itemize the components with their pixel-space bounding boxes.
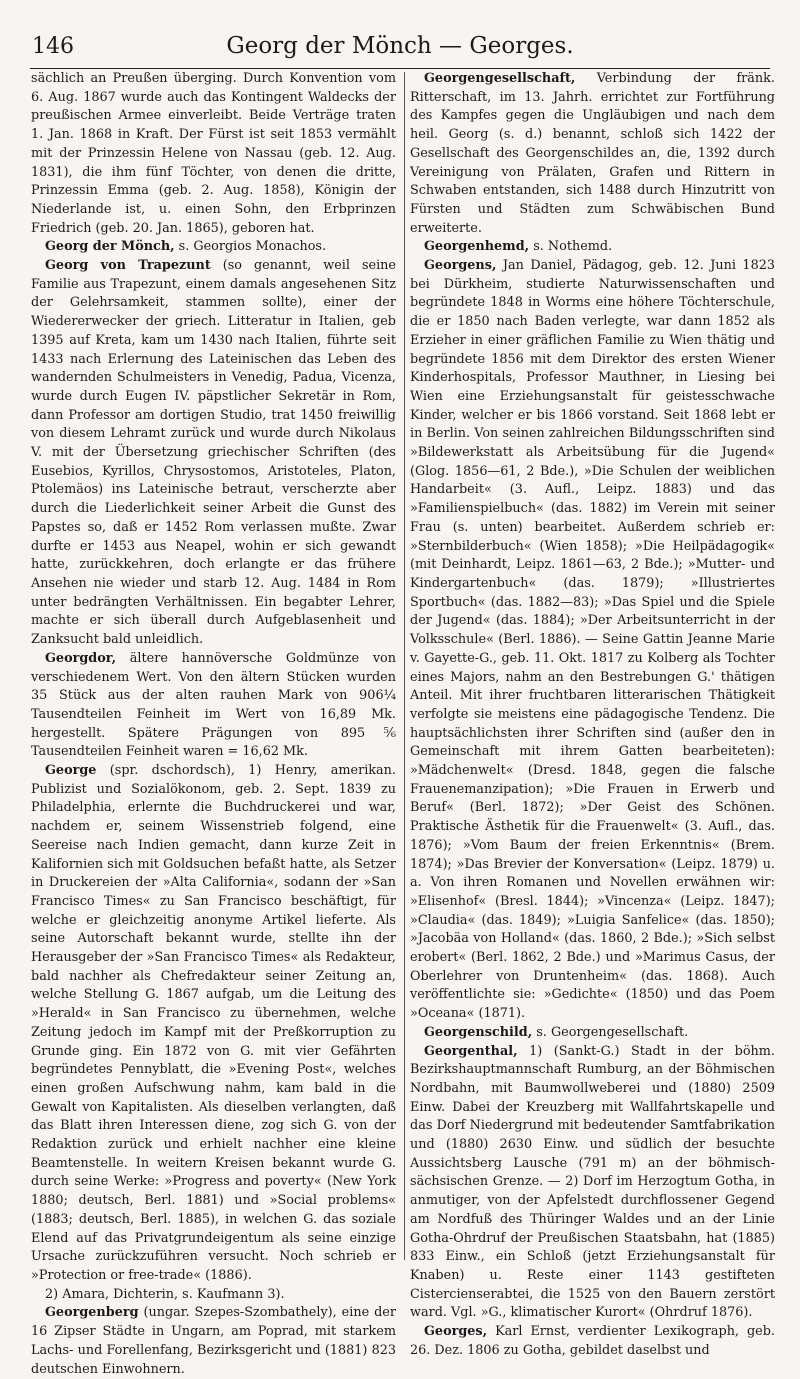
dictionary-entry [410, 1043, 775, 1324]
dictionary-entry [31, 70, 396, 238]
entry-text: Karl Ernst, verdienter Lexikograph, geb. 26. Dez. 1806 zu Gotha, gebildet daselbst und [410, 1324, 775, 1358]
entry-headword: Georges, [424, 1324, 488, 1340]
dictionary-entry [31, 1304, 396, 1379]
dictionary-entry [31, 1286, 396, 1305]
entry-headword: Georgenberg [45, 1305, 139, 1321]
running-header [30, 30, 770, 66]
entry-text: (so genannt, weil seine Familie aus Trapezunt, einem damals angesehenen Sitz der Gelehrsamkeit, stammen sollte), einer der Wiedererwecker der griech. Litteratur in Italien, geb 1395 auf Kreta, kam um 1430 nach Italien, führte seit 1433 nach Erlernung des Lateinischen das Leben des wandernden Schulmeisters in Venedig, Padua, Vicenza, wurde durch Eugen IV. päpstlicher Sekretär in Rom, dann Professor am dortigen Studio, trat 1450 freiwillig von diesem Lehramt zurück und wurde durch Nikolaus V. mit der Übersetzung griechischer Schriften (des Eusebios, Kyrillos, Chrysostomos, Aristoteles, Platon, Ptolemäos) ins Lateinische betraut, verscherzte aber durch die Liederlichkeit seiner Arbeit die Gunst des Papstes so, daß er 1452 Rom verlassen mußte. Zwar durfte er 1453 aus Neapel, wohin er sich gewandt hatte, zurückkehren, doch erlangte er das frühere Ansehen nie wieder und starb 12. Aug. 1484 in Rom unter bedrängten Verhältnissen. Ein begabter Lehrer, machte er sich überall durch Aufgeblasenheit und Zanksucht bald unleidlich. [31, 258, 396, 648]
left-column [31, 70, 396, 1377]
dictionary-entry [31, 238, 396, 257]
entry-headword: Georgengesellschaft, [424, 71, 576, 86]
entry-headword: Georgens, [424, 258, 497, 274]
dictionary-entry [31, 650, 396, 762]
entry-text: s. Nothemd. [529, 239, 613, 255]
right-column [410, 70, 775, 1358]
entry-text: s. Georgios Monachos. [174, 239, 327, 255]
entry-headword: Georg der Mönch, [45, 239, 175, 255]
dictionary-entry [410, 257, 775, 1024]
dictionary-entry [410, 238, 775, 257]
entry-headword: Georgenschild, [424, 1024, 533, 1040]
entry-headword: Georgenthal, [424, 1043, 518, 1059]
entry-text: 1) (Sankt-G.) Stadt in der böhm. Bezirkshauptmannschaft Rumburg, an der Böhmischen Nordbahn, mit Baumwollweberei und (1880) 2509 Einw. Dabei der Kreuzberg mit Wallfahrtskapelle und das Dorf Niedergrund mit bedeutender Samtfabrikation und (1880) 2630 Einw. und südlich der besuchte Aussichtsberg Lausche (791 m) an der böhmisch-sächsischen Grenze. — 2) Dorf im Herzogtum Gotha, in anmutiger, von der Apfelstedt durchflossener Gegend am Nordfuß des Thüringer Waldes und an der Linie Gotha-Ohrdruf der Preußischen Staatsbahn, hat (1885) 833 Einw., ein Schloß (jetzt Erziehungsanstalt für Knaben) u. Reste einer 1143 gestifteten Cistercienserabtei, die 1525 von den Bauern zerstört ward. Vgl. »G., klimatischer Kurort« (Ohrdruf 1876). [410, 1043, 775, 1321]
entry-text: s. Georgengesellschaft. [532, 1024, 689, 1040]
entry-text: 2) Amara, Dichterin, s. Kaufmann 3). [45, 1286, 285, 1302]
running-title: Georg der Mönch — Georges. [226, 33, 574, 59]
dictionary-entry [410, 1024, 775, 1043]
entry-headword: Georg von Trapezunt [45, 258, 211, 274]
header-rule [30, 68, 770, 69]
entry-text: sächlich an Preußen überging. Durch Konvention vom 6. Aug. 1867 wurde auch das Kontingent Waldecks der preußischen Armee einverleibt. Beide Verträge traten 1. Jan. 1868 in Kraft. Der Fürst ist seit 1853 vermählt mit der Prinzessin Helene von Nassau (geb. 12. Aug. 1831), die ihm fünf Töchter, von denen die dritte, Prinzessin Emma (geb. 2. Aug. 1858), Königin der Niederlande ist, u. einen Sohn, den Erbprinzen Friedrich (geb. 20. Jan. 1865), geboren hat. [31, 71, 396, 236]
dictionary-entry [410, 70, 775, 238]
dictionary-entry [31, 257, 396, 650]
entry-text: (ungar. Szepes-Szombathely), eine der 16 Zipser Städte in Ungarn, am Poprad, mit starkem Lachs- und Forellenfang, Bezirksgericht und (1881) 823 deutschen Einwohnern. [31, 1305, 396, 1377]
entry-headword: George [45, 763, 97, 779]
column-divider [404, 72, 405, 1260]
dictionary-entry [410, 1323, 775, 1360]
entry-text: Jan Daniel, Pädagog, geb. 12. Juni 1823 bei Dürkheim, studierte Naturwissenschaften und begründete 1848 in Worms eine höhere Töchterschule, die er 1850 nach Baden verlegte, war dann 1852 als Erzieher in einer gräflichen Familie zu Wien thätig und begründete 1856 mit dem Direktor des ersten Wiener Kinderhospitals, Professor Mauthner, in Liesing bei Wien eine Erziehungsanstalt für geistesschwache Kinder, welcher er bis 1866 vorstand. Seit 1868 lebt er in Berlin. Von seinen zahlreichen Bildungsschriften sind »Bildewerkstatt als Arbeitsübung für die Jugend« (Glog. 1856—61, 2 Bde.), »Die Schulen der weiblichen Handarbeit« (3. Aufl., Leipz. 1883) und das »Familienspielbuch« (das. 1882) im Verein mit seiner Frau (s. unten) bearbeitet. Außerdem schrieb er: »Sternbilderbuch« (Wien 1858); »Die Heilpädagogik« (mit Deinhardt, Leipz. 1861—63, 2 Bde.); »Mutter- und Kindergartenbuch« (das. 1879); »Illustriertes Sportbuch« (das. 1882—83); »Das Spiel und die Spiele der Jugend« (das. 1884); »Der Arbeitsunterricht in der Volksschule« (Berl. 1886). — Seine Gattin Jeanne Marie v. Gayette-G., geb. 11. Okt. 1817 zu Kolberg als Tochter eines Majors, nahm an den Bestrebungen G.' thätigen Anteil. Mit ihrer fruchtbaren litterarischen Thätigkeit verfolgte sie meistens eine pädagogische Tendenz. Die hauptsächlichsten ihrer Schriften sind (außer den in Gemeinschaft mit ihrem Gatten bearbeiteten): »Mädchenwelt« (Dresd. 1848, gegen die falsche Frauenemanzipation); »Die Frauen in Erwerb und Beruf« (Berl. 1872); »Der Geist des Schönen. Praktische Ästhetik für die Frauenwelt« (3. Aufl., das. 1876); »Vom Baum der freien Erkenntnis« (Brem. 1874); »Das Brevier der Konversation« (Leipz. 1879) u. a. Von ihren Romanen und Novellen erwähnen wir: »Elisenhof« (Bresl. 1844); »Vincenza« (Leipz. 1847); »Claudia« (das. 1849); »Luigia Sanfelice« (das. 1850); »Jacobäa von Holland« (das. 1860, 2 Bde.); »Sich selbst erobert« (Berl. 1862, 2 Bde.) und »Marimus Casus, der Oberlehrer von Druntenheim« (das. 1868). Auch veröffentlichte sie: »Gedichte« (1850) und das Poem »Oceana« (1871). [410, 258, 775, 1022]
dictionary-entry [31, 762, 396, 1286]
entry-headword: Georgdor, [45, 650, 117, 666]
entry-headword: Georgenhemd, [424, 239, 530, 255]
entry-text: ältere hannöversche Goldmünze von verschiedenem Wert. Von den ältern Stücken wurden 35 Stück aus der alten rauhen Mark von 906¼ Tausendteilen Feinheit im Wert von 16,89 Mk. hergestellt. Spätere Prägungen von 895⅚ Tausendteilen Feinheit waren = 16,62 Mk. [31, 650, 396, 760]
page-number: 146 [32, 34, 74, 59]
entry-text: (spr. dschordsch), 1) Henry, amerikan. Publizist und Sozialökonom, geb. 2. Sept. 1839 zu Philadelphia, erlernte die Buchdruckerei und war, nachdem er, seinem Wissenstrieb folgend, eine Seereise nach Indien gemacht, dann kurze Zeit in Kalifornien sich mit Goldsuchen befaßt hatte, als Setzer in Druckereien der »Alta California«, sodann der »San Francisco Times« zu San Francisco beschäftigt, für welche er gleichzeitig anonyme Artikel lieferte. Als seine Autorschaft bekannt wurde, stellte ihn der Herausgeber der »San Francisco Times« als Redakteur, bald nachher als Chefredakteur seiner Zeitung an, welche Stellung G. 1867 aufgab, um die Leitung des »Herald« in San Francisco zu übernehmen, welche Zeitung jedoch im Kampf mit der Preßkorruption zu Grunde ging. Ein 1872 von G. mit vier Gefährten begründetes Pennyblatt, die »Evening Post«, welches einen großen Aufschwung nahm, kam bald in die Gewalt von Kapitalisten. Als dieselben verlangten, daß das Blatt ihren Interessen diene, zog sich G. von der Redaktion zurück und erhielt nachher eine kleine Beamtenstelle. In weitern Kreisen bekannt wurde G. durch seine Werke: »Progress and poverty« (New York 1880; deutsch, Berl. 1881) und »Social problems« (1883; deutsch, Berl. 1885), in welchen G. das soziale Elend auf das Privatgrundeigentum als seine einzige Ursache zurückzuführen versucht. Noch schrieb er »Protection or free-trade« (1886). [31, 763, 396, 1283]
entry-text: Verbindung der fränk. Ritterschaft, im 13. Jahrh. errichtet zur Fortführung des Kampfes gegen die Ungläubigen und nach dem heil. Georg (s. d.) benannt, schloß sich 1422 der Gesellschaft des Georgenschildes an, die, 1392 durch Vereinigung von Prälaten, Grafen und Rittern in Schwaben entstanden, sich 1488 durch Hinzutritt von Fürsten und Städten zum Schwäbischen Bund erweiterte. [410, 71, 775, 236]
